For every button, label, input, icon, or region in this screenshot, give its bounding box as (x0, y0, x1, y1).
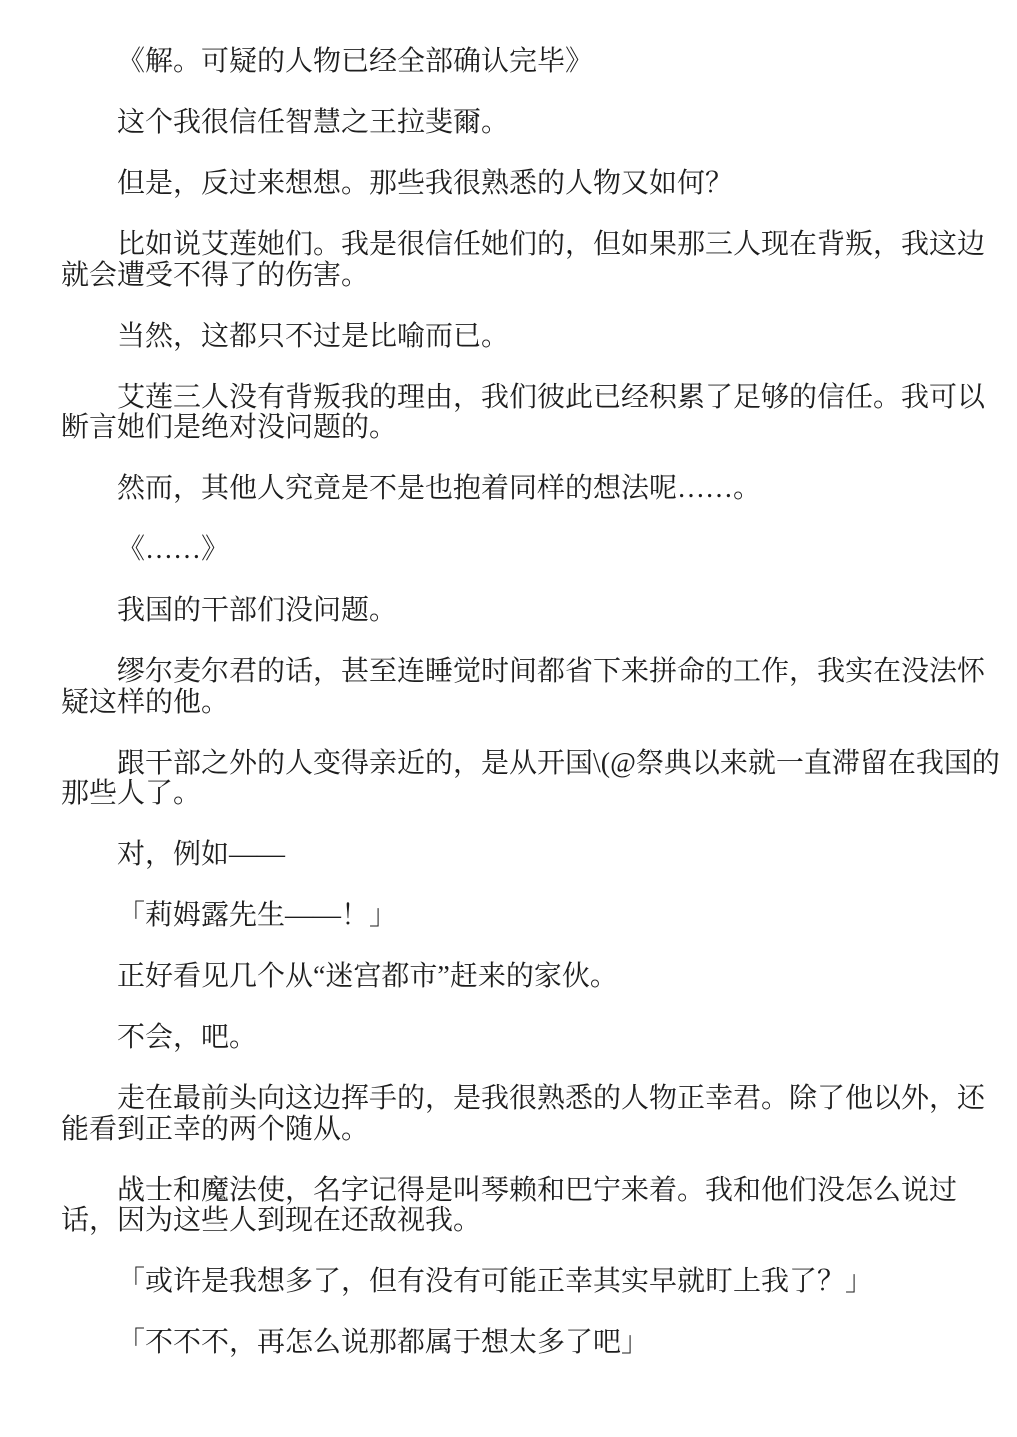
paragraph (61, 1023, 957, 1054)
paragraph (61, 47, 957, 78)
text-line: 正好看见几个从“迷宫都市”赶来的家伙。 (117, 961, 618, 992)
text-line: 能看到正幸的两个随从。 (61, 1113, 370, 1145)
paragraph (61, 169, 957, 200)
text-line: 「或许是我想多了，但有没有可能正幸其实早就盯上我了？」 (117, 1266, 874, 1297)
text-line: 我国的干部们没问题。 (117, 595, 398, 626)
text-line: 不会，吧。 (117, 1022, 258, 1053)
text-line: 这个我很信任智慧之王拉斐爾。 (117, 107, 510, 138)
text-line: 当然，这都只不过是比喻而已。 (117, 320, 510, 352)
text-line: 那些人了。 (61, 778, 202, 809)
text-line: 走在最前头向这边挥手的，是我很熟悉的人物正幸君。除了他以外，还 (117, 1083, 986, 1114)
paragraph (61, 1267, 957, 1298)
paragraph (61, 901, 957, 932)
paragraph (61, 108, 957, 139)
text-line: 然而，其他人究竟是不是也抱着同样的想法呢……。 (117, 473, 762, 504)
text-line: 但是，反过来想想。那些我很熟悉的人物又如何？ (117, 168, 734, 199)
paragraph (61, 1328, 957, 1359)
text-line: 战士和魔法使，名字记得是叫琴赖和巴宁来着。我和他们没怎么说过 (117, 1174, 958, 1206)
paragraph (61, 840, 957, 871)
text-line: 《解。可疑的人物已经全部确认完毕》 (117, 46, 594, 77)
text-line: 「不不不，再怎么说那都属于想太多了吧」 (117, 1327, 650, 1358)
paragraph (61, 747, 1000, 810)
text-line: 疑这样的他。 (61, 686, 230, 718)
text-line: 断言她们是绝对没问题的。 (61, 412, 398, 443)
text-line: 「莉姆露先生——！」 (117, 900, 398, 931)
text-line: 就会遭受不得了的伤害。 (61, 259, 370, 291)
text-line: 《……》 (117, 534, 230, 565)
text-line: 艾莲三人没有背叛我的理由，我们彼此已经积累了足够的信任。我可以 (117, 381, 986, 413)
paragraph (61, 535, 957, 566)
paragraph (61, 229, 986, 291)
paragraph (61, 322, 957, 353)
text-line: 缪尔麦尔君的话，甚至连睡觉时间都省下来拼命的工作，我实在没法怀 (117, 656, 986, 687)
text-line: 跟干部之外的人变得亲近的，是从开国\(@祭典以来就一直滞留在我国的 (117, 747, 1000, 779)
paragraph (61, 1176, 957, 1237)
text-line: 对，例如—— (117, 839, 286, 870)
text-line: 话，因为这些人到现在还敌视我。 (61, 1205, 482, 1236)
paragraph (61, 474, 957, 505)
paragraph (61, 1083, 986, 1145)
paragraph (61, 962, 957, 993)
paragraph (61, 381, 986, 444)
paragraph (61, 596, 957, 627)
paragraph (61, 656, 986, 718)
text-line: 比如说艾莲她们。我是很信任她们的，但如果那三人现在背叛，我这边 (117, 229, 986, 260)
